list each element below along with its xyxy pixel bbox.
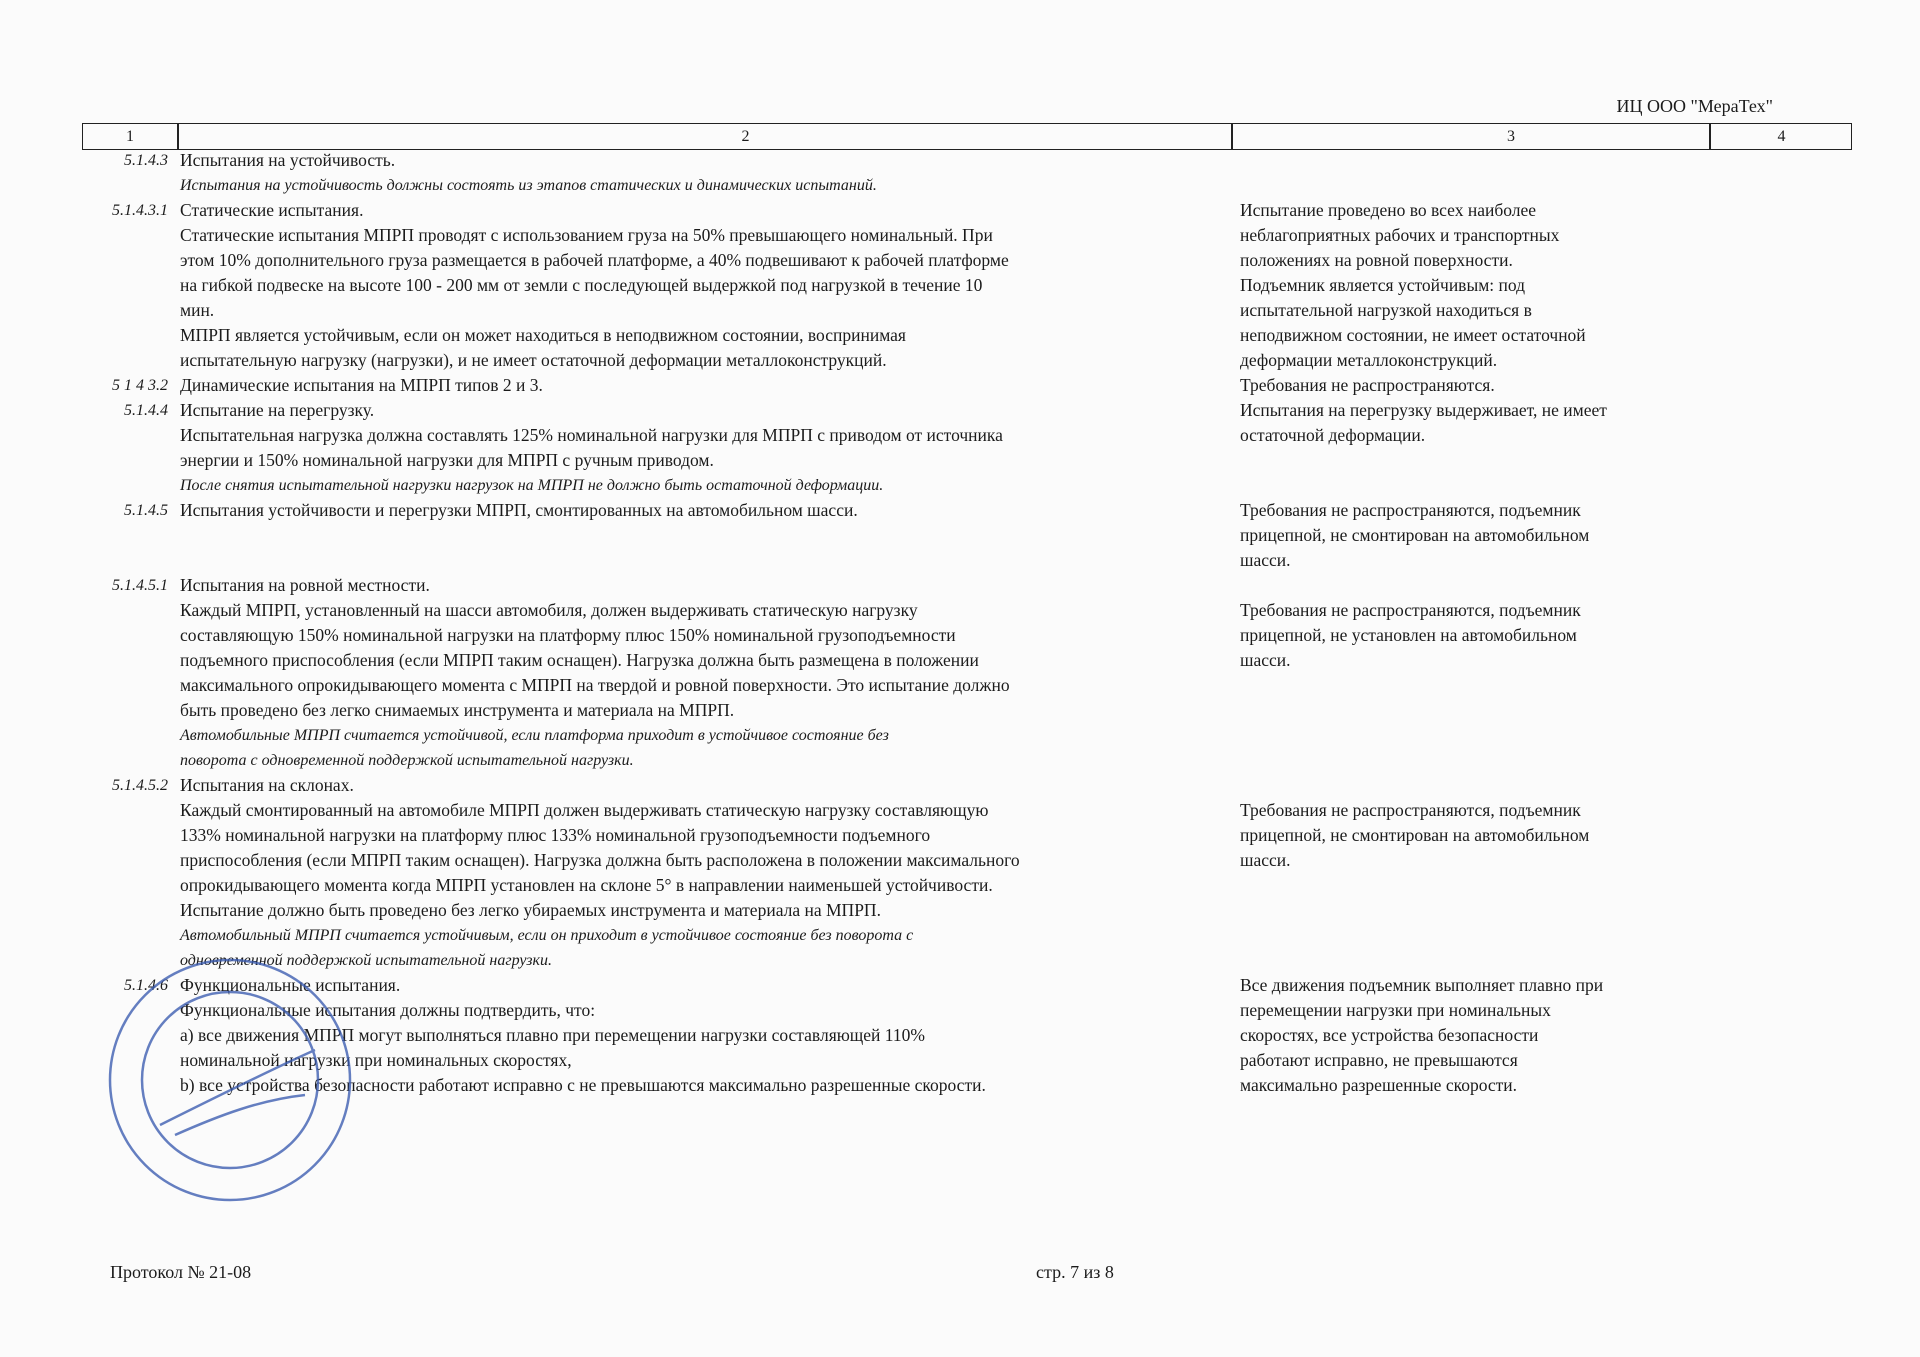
requirement-criterion-line: поворота с одновременной поддержкой испытательной нагрузки. xyxy=(180,752,634,769)
requirement-line: испытательную нагрузку (нагрузки), и не имеет остаточной деформации металлоконструкций. xyxy=(180,350,887,370)
requirement-line: Статические испытания. xyxy=(180,200,364,220)
clause-number: 5.1.4.3 xyxy=(124,152,168,169)
test-result xyxy=(1240,498,1730,573)
result-line: шасси. xyxy=(1240,650,1291,670)
result-line: Испытание проведено во всех наиболее xyxy=(1240,200,1537,220)
requirement-line: Испытания на ровной местности. xyxy=(180,575,430,595)
result-line: Испытания на перегрузку выдерживает, не имеет xyxy=(1240,400,1607,420)
requirement-line: a) все движения МПРП могут выполняться плавно при перемещении нагрузки составляющей 110% xyxy=(180,1025,925,1045)
column-header-2: 2 xyxy=(741,127,750,145)
result-line: Требования не распространяются, подъемник xyxy=(1240,800,1581,820)
requirement-line: Функциональные испытания должны подтвердить, что: xyxy=(180,1000,596,1020)
requirement-line: максимального опрокидывающего момента с МПРП на твердой и ровной поверхности. Это испытание должно xyxy=(180,675,1010,695)
requirement-text xyxy=(180,498,1220,523)
result-line: неподвижном состоянии, не имеет остаточной xyxy=(1240,325,1586,345)
requirement-line: этом 10% дополнительного груза размещается в рабочей платформе, а 40% подвешивают к рабочей платформе xyxy=(180,250,1009,270)
requirement-criterion-line: одновременной поддержкой испытательной нагрузки. xyxy=(180,952,553,969)
result-line: прицепной, не смонтирован на автомобильном xyxy=(1240,825,1590,845)
page-number: стр. 7 из 8 xyxy=(1036,1262,1114,1282)
result-line: максимально разрешенные скорости. xyxy=(1240,1075,1518,1095)
test-result xyxy=(1240,198,1730,373)
test-result xyxy=(1240,598,1730,673)
result-line: работают исправно, не превышаются xyxy=(1240,1050,1518,1070)
result-line: испытательной нагрузкой находиться в xyxy=(1240,300,1532,320)
result-line: остаточной деформации. xyxy=(1240,425,1426,445)
result-line: скоростях, все устройства безопасности xyxy=(1240,1025,1539,1045)
requirement-line: быть проведено без легко снимаемых инструмента и материала на МПРП. xyxy=(180,700,735,720)
requirement-line: МПРП является устойчивым, если он может находиться в неподвижном состоянии, воспринимая xyxy=(180,325,906,345)
result-line: неблагоприятных рабочих и транспортных xyxy=(1240,225,1560,245)
requirement-text xyxy=(180,398,1220,498)
test-result xyxy=(1240,373,1730,398)
requirement-line: номинальной нагрузки при номинальных скоростях, xyxy=(180,1050,572,1070)
requirement-text xyxy=(180,198,1220,373)
requirement-text xyxy=(180,773,1220,973)
requirement-line: Испытание должно быть проведено без легко убираемых инструмента и материала на МПРП. xyxy=(180,900,881,920)
clause-number: 5.1.4.5.2 xyxy=(112,777,168,794)
requirement-text xyxy=(180,148,1220,198)
requirement-line: Динамические испытания на МПРП типов 2 и 3. xyxy=(180,375,543,395)
result-line: прицепной, не установлен на автомобильном xyxy=(1240,625,1577,645)
requirement-line: составляющую 150% номинальной нагрузки на платформу плюс 150% номинальной грузоподъемности xyxy=(180,625,956,645)
requirement-criterion-line: Автомобильные МПРП считается устойчивой, если платформа приходит в устойчивое состояние без xyxy=(180,727,889,744)
requirement-text xyxy=(180,573,1220,773)
requirement-line: Каждый МПРП, установленный на шасси автомобиля, должен выдерживать статическую нагрузку xyxy=(180,600,918,620)
requirement-line: опрокидывающего момента когда МПРП установлен на склоне 5° в направлении наименьшей устойчивости. xyxy=(180,875,993,895)
requirement-line: b) все устройства безопасности работают исправно с не превышаются максимально разрешенные скорости. xyxy=(180,1075,986,1095)
requirement-line: Каждый смонтированный на автомобиле МПРП должен выдерживать статическую нагрузку составляющую xyxy=(180,800,989,820)
requirement-line: Испытание на перегрузку. xyxy=(180,400,375,420)
table-header xyxy=(82,123,1852,150)
test-result xyxy=(1240,798,1730,873)
result-line: Подъемник является устойчивым: под xyxy=(1240,275,1526,295)
requirement-line: приспособления (если МПРП таким оснащен). Нагрузка должна быть расположена в положении максимального xyxy=(180,850,1020,870)
column-header-3: 3 xyxy=(1507,127,1515,145)
requirement-line: Статические испытания МПРП проводят с использованием груза на 50% превышающего номинальный. При xyxy=(180,225,993,245)
result-line: Все движения подъемник выполняет плавно при xyxy=(1240,975,1604,995)
requirement-line: Испытательная нагрузка должна составлять 125% номинальной нагрузки для МПРП с приводом от источника xyxy=(180,425,1003,445)
clause-number: 5.1.4.3.1 xyxy=(112,202,168,219)
requirement-criterion-line: Испытания на устойчивость должны состоять из этапов статических и динамических испытаний. xyxy=(180,177,877,194)
requirement-criterion-line: Автомобильный МПРП считается устойчивым, если он приходит в устойчивое состояние без поворота с xyxy=(180,927,914,944)
protocol-number: Протокол № 21-08 xyxy=(110,1262,252,1282)
requirement-line: мин. xyxy=(180,300,215,320)
result-line: перемещении нагрузки при номинальных xyxy=(1240,1000,1551,1020)
organization-name: ИЦ ООО "МераТех" xyxy=(1616,96,1773,116)
clause-number: 5.1.4.5 xyxy=(124,502,168,519)
result-line: деформации металлоконструкций. xyxy=(1240,350,1498,370)
column-header-4: 4 xyxy=(1777,127,1786,145)
clause-number: 5.1.4.5.1 xyxy=(112,577,168,594)
clause-number: 5.1.4.4 xyxy=(124,402,168,419)
requirement-line: Испытания на устойчивость. xyxy=(180,150,396,170)
clause-number: 5 1 4 3.2 xyxy=(112,377,168,394)
result-line: Требования не распространяются. xyxy=(1240,375,1495,395)
test-result xyxy=(1240,398,1730,448)
result-line: Требования не распространяются, подъемник xyxy=(1240,500,1581,520)
requirement-text xyxy=(180,973,1220,1098)
requirement-line: Испытания устойчивости и перегрузки МПРП, смонтированных на автомобильном шасси. xyxy=(180,500,858,520)
result-line: положениях на ровной поверхности. xyxy=(1240,250,1513,270)
requirement-line: подъемного приспособления (если МПРП таким оснащен). Нагрузка должна быть размещена в положении xyxy=(180,650,979,670)
requirement-line: на гибкой подвеске на высоте 100 - 200 мм от земли с последующей выдержкой под нагрузкой в течение 10 xyxy=(180,275,983,295)
requirement-criterion-line: После снятия испытательной нагрузки нагрузок на МПРП не должно быть остаточной деформации. xyxy=(180,477,884,494)
requirement-text xyxy=(180,373,1220,398)
result-line: шасси. xyxy=(1240,850,1291,870)
requirement-line: 133% номинальной нагрузки на платформу плюс 133% номинальной грузоподъемности подъемного xyxy=(180,825,931,845)
clause-number: 5.1.4.6 xyxy=(124,977,168,994)
column-header-1: 1 xyxy=(126,127,134,145)
result-line: Требования не распространяются, подъемник xyxy=(1240,600,1581,620)
result-line: шасси. xyxy=(1240,550,1291,570)
requirement-line: Испытания на склонах. xyxy=(180,775,354,795)
result-line: прицепной, не смонтирован на автомобильном xyxy=(1240,525,1590,545)
test-result xyxy=(1240,973,1730,1098)
requirement-line: энергии и 150% номинальной нагрузки для МПРП с ручным приводом. xyxy=(180,450,714,470)
requirement-line: Функциональные испытания. xyxy=(180,975,401,995)
